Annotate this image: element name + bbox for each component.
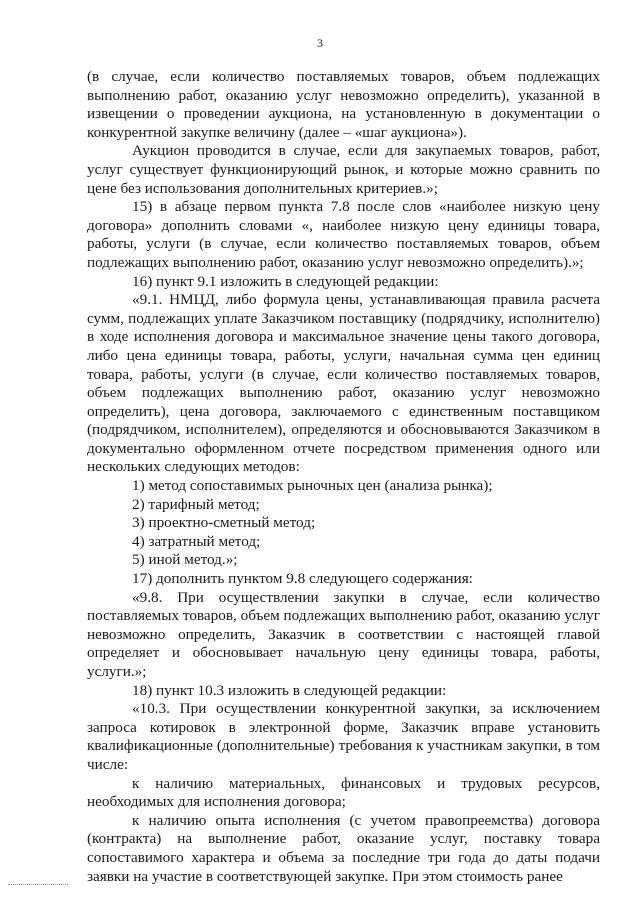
list-item-method-5: 5) иной метод.»; (132, 551, 238, 569)
paragraph-requirement-experience: к наличию опыта исполнения (с учетом правопреемства) договора (контракта) на выполнение работ, оказание услуг, поставку товара сопоставимого характера и объема за последние три года до даты подачи заявки на участие в соответствующей закупке. При этом стоимость ранее (87, 811, 600, 885)
list-item-method-2: 2) тарифный метод; (132, 495, 260, 513)
list-item-method-1: 1) метод сопоставимых рыночных цен (анализа рынка); (132, 477, 493, 495)
paragraph-item-15: 15) в абзаце первом пункта 7.8 после слов «наиболее низкую цену договора» дополнить словами «, наиболее низкую цену единицы товара, работы, услуги (в случае, если количество поставляемых товаров, объем подлежащих выполнению работ, оказанию услуг невозможно определить).»; (87, 198, 600, 271)
list-item-method-4: 4) затратный метод; (132, 532, 261, 550)
list-item-method-3: 3) проектно-сметный метод; (132, 514, 316, 532)
paragraph-requirement-resources: к наличию материальных, финансовых и трудовых ресурсов, необходимых для исполнения договора; (87, 774, 600, 811)
paragraph-item-16: 16) пункт 9.1 изложить в следующей редакции: (132, 272, 439, 290)
paragraph-auction-conditions: Аукцион проводится в случае, если для закупаемых товаров, работ, услуг существует функционирующий рынок, и которые можно сравнить по цене без использования дополнительных критериев.»; (87, 142, 600, 197)
page-number: 3 (317, 36, 323, 50)
paragraph-item-17: 17) дополнить пунктом 9.8 следующего содержания: (132, 570, 473, 588)
paragraph-item-18: 18) пункт 10.3 изложить в следующей редакции: (132, 681, 447, 699)
scan-footer-mark (8, 884, 68, 885)
paragraph-clause-9-8: «9.8. При осуществлении закупки в случае, если количество поставляемых товаров, объем подлежащих выполнению работ, оказанию услуг невозможно определить, Заказчик в соответствии с настоящей главой определяет и обосновывает начальную цену единицы товара, работы, услуги.»; (87, 588, 600, 680)
paragraph-clause-10-3: «10.3. При осуществлении конкурентной закупки, за исключением запроса котировок в электронной форме, Заказчик вправе установить квалификационные (дополнительные) требования к участникам закупки, в том числе: (87, 700, 600, 773)
paragraph-auction-step-continuation: (в случае, если количество поставляемых товаров, объем подлежащих выполнению работ, оказанию услуг невозможно определить), указанной в извещении о проведении аукциона, на установленную в документации о конкурентной закупке величину (далее – «шаг аукциона»). (87, 68, 600, 141)
document-body (87, 68, 600, 886)
paragraph-clause-9-1: «9.1. НМЦД, либо формула цены, устанавливающая правила расчета сумм, подлежащих уплате Заказчиком поставщику (подрядчику, исполнителю) в ходе исполнения договора и максимальное значение цены такого договора, либо цена единицы товара, работы, услуги, начальная сумма цен единиц товара, работы, услуги (в случае, если количество поставляемых товаров, объем подлежащих выполнению работ, оказанию услуг невозможно определить), цена договора, заключаемого с единственным поставщиком (подрядчиком, исполнителем), определяются и обосновываются Заказчиком в документально оформленном отчете посредством применения одного или нескольких следующих методов: (87, 291, 600, 476)
